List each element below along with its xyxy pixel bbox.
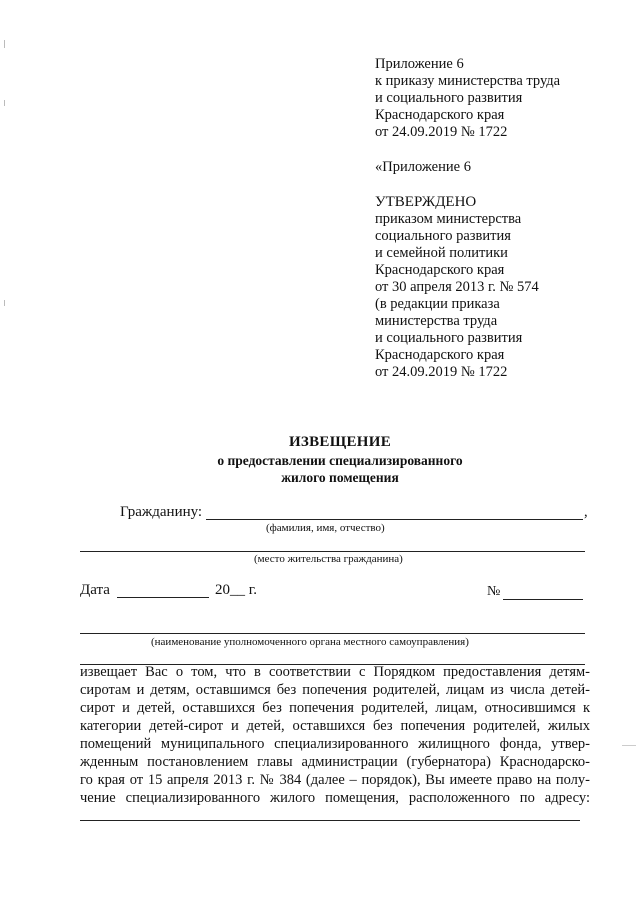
citizen-label: Гражданину: [120,504,203,520]
approved-line: и семейной политики [375,245,508,261]
citizen-name-field[interactable] [206,519,583,520]
scan-mark [4,100,5,106]
body-line: чение специализированного жилого помещения, расположенного по адресу: [80,790,590,806]
appendix-line: Приложение 6 [375,56,464,72]
citizen-comma: , [584,504,588,520]
document-subtitle: о предоставлении специализированного [217,453,463,468]
appendix-line: от 24.09.2019 № 1722 [375,124,508,140]
body-line: жденным постановлением главы администрации (губернатора) Краснодарско- [80,754,590,770]
body-line: сирот и детей, оставшихся без попечения родителей, лицам, относившимся к [80,700,590,716]
address-field[interactable] [80,820,580,821]
approved-block [375,194,539,381]
scan-mark [4,40,5,48]
body-line: помещений муниципального специализированного жилищного фонда, утвер- [80,736,590,752]
appendix-line: и социального развития [375,90,523,106]
approved-line: и социального развития [375,330,523,346]
approved-line: министерства труда [375,313,498,329]
date-field[interactable] [117,597,209,598]
appendix-line: к приказу министерства труда [375,73,561,89]
scan-mark [622,745,636,746]
scan-mark [4,300,5,306]
approved-line: социального развития [375,228,511,244]
body-line: извещает Вас о том, что в соответствии с Порядком предоставления детям- [80,664,590,680]
document-subtitle: жилого помещения [281,470,399,485]
body-line: го края от 15 апреля 2013 г. № 384 (далее – порядок), Вы имеете право на полу- [80,772,590,788]
number-label: № [487,584,501,599]
date-label: Дата [80,582,110,598]
approved-line: от 30 апреля 2013 г. № 574 [375,279,539,295]
quote-title: «Приложение 6 [375,159,471,175]
body-line: сиротам и детям, оставшимся без попечения родителей, лицам из числа детей- [80,682,590,698]
appendix-line: Краснодарского края [375,107,505,123]
approved-line: (в редакции приказа [375,296,500,312]
number-field[interactable] [503,599,583,600]
citizen-caption: (фамилия, имя, отчество) [266,522,385,534]
authority-caption: (наименование уполномоченного органа местного самоуправления) [151,636,469,648]
document-title: ИЗВЕЩЕНИЕ [288,434,392,450]
approved-line: от 24.09.2019 № 1722 [375,364,508,380]
residence-field[interactable] [80,551,585,552]
authority-field[interactable] [80,633,585,634]
body-line: категории детей-сирот и детей, оставшихся без попечения родителей, жилых [80,718,590,734]
appendix-block [375,56,560,141]
approved-line: Краснодарского края [375,262,505,278]
year-label: 20__ г. [215,582,257,598]
approved-line: Краснодарского края [375,347,505,363]
residence-caption: (место жительства гражданина) [254,553,403,565]
approved-line: приказом министерства [375,211,522,227]
approved-title: УТВЕРЖДЕНО [375,194,477,210]
